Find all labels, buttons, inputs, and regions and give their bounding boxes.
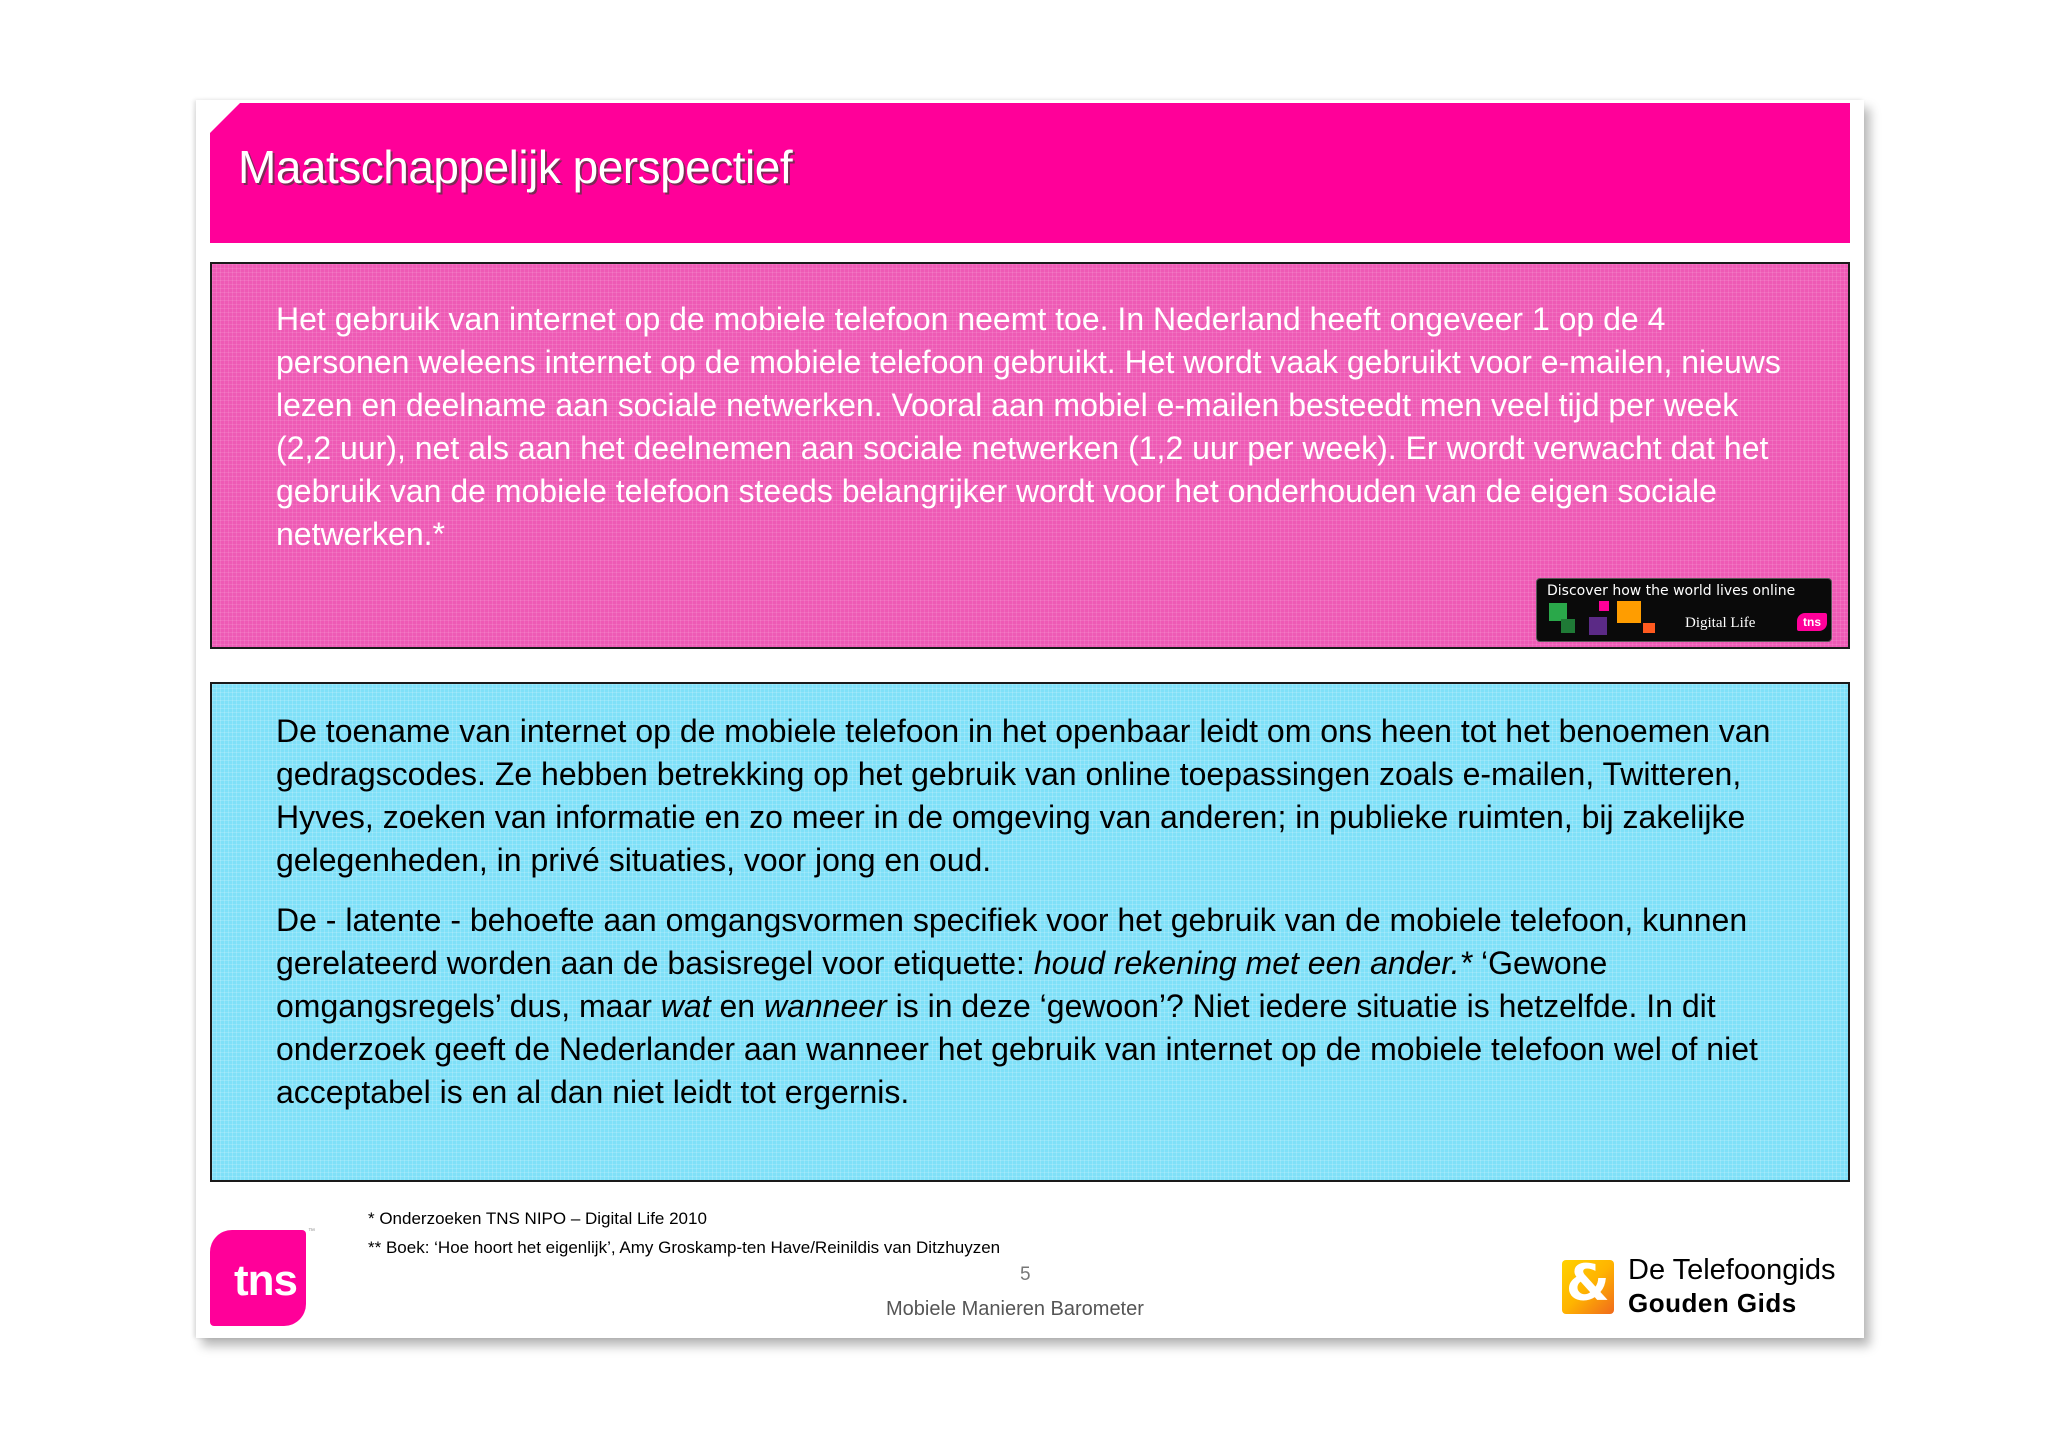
paragraph-2-text: ‘Gewone omgangsregels’ dus, maar — [276, 945, 1608, 1024]
digital-life-tns-badge: tns — [1797, 613, 1827, 631]
gouden-gids-logo-name: Gouden Gids — [1628, 1288, 1797, 1318]
tns-trademark: ™ — [308, 1228, 315, 1235]
logo-square-icon — [1589, 617, 1607, 635]
digital-life-name: Digital Life — [1685, 615, 1756, 631]
paragraph-2-text: is in deze ‘gewoon’? Niet iedere situatie is hetzelfde. In dit onderzoek geeft de Nederlander aan wanneer het gebruik van internet op de mobiele telefoon wel of niet acceptabel is en al dan niet leidt tot ergernis. — [276, 988, 1758, 1110]
paragraph-2-text: en — [710, 988, 764, 1024]
logo-square-icon — [1617, 601, 1641, 623]
telefoongids-logo-name: De Telefoongids — [1628, 1254, 1836, 1286]
intro-text: Het gebruik van internet op de mobiele telefoon neemt toe. In Nederland heeft ongeveer 1 op de 4 personen weleens internet op de mobiele telefoon gebruikt. Het wordt vaak gebruikt voor e-mailen, nieuws lezen en deelname aan sociale netwerken. Vooral aan mobiel e-mailen besteedt men veel tijd per week (2,2 uur), net als aan het deelnemen aan sociale netwerken (1,2 uur per week). Er wordt verwacht dat het gebruik van de mobiele telefoon steeds belangrijker wordt voor het onderhouden van de eigen sociale netwerken.* — [276, 301, 1781, 552]
logo-square-icon — [1643, 623, 1655, 633]
tns-logo-text: tns — [234, 1256, 297, 1305]
digital-life-logo — [1536, 578, 1832, 642]
footer-title: Mobiele Manieren Barometer — [886, 1298, 1144, 1320]
paragraph-2-emphasis: wat — [660, 988, 711, 1024]
footnote: ** Boek: ‘Hoe hoort het eigenlijk’, Amy Groskamp-ten Have/Reinildis van Ditzhuyzen — [368, 1238, 1001, 1257]
logo-square-icon — [1561, 619, 1575, 633]
ampersand-icon: & — [1566, 1254, 1610, 1312]
page-title: Maatschappelijk perspectief — [238, 141, 793, 193]
paragraph-2-emphasis: houd rekening met een ander.* — [1033, 945, 1473, 981]
paragraph-2-text: De - latente - behoefte aan omgangsvormen specifiek voor het gebruik van de mobiele telefoon, kunnen gerelateerd worden aan de basisregel voor etiquette: — [276, 902, 1748, 981]
footnote: * Onderzoeken TNS NIPO – Digital Life 2010 — [368, 1209, 707, 1228]
logo-square-icon — [1599, 601, 1609, 611]
paragraph-2 — [276, 899, 1796, 1114]
paragraph-1: De toename van internet op de mobiele telefoon in het openbaar leidt om ons heen tot het benoemen van gedragscodes. Ze hebben betrekking op het gebruik van online toepassingen zoals e-mailen, Twitteren, Hyves, zoeken van informatie en zo meer in de omgeving van anderen; in publieke ruimten, bij zakelijke gelegenheden, in privé situaties, voor jong en oud. — [276, 713, 1771, 878]
page-number: 5 — [1020, 1264, 1031, 1285]
paragraph-2-emphasis: wanneer — [763, 988, 887, 1024]
digital-life-tagline: Discover how the world lives online — [1547, 583, 1796, 599]
